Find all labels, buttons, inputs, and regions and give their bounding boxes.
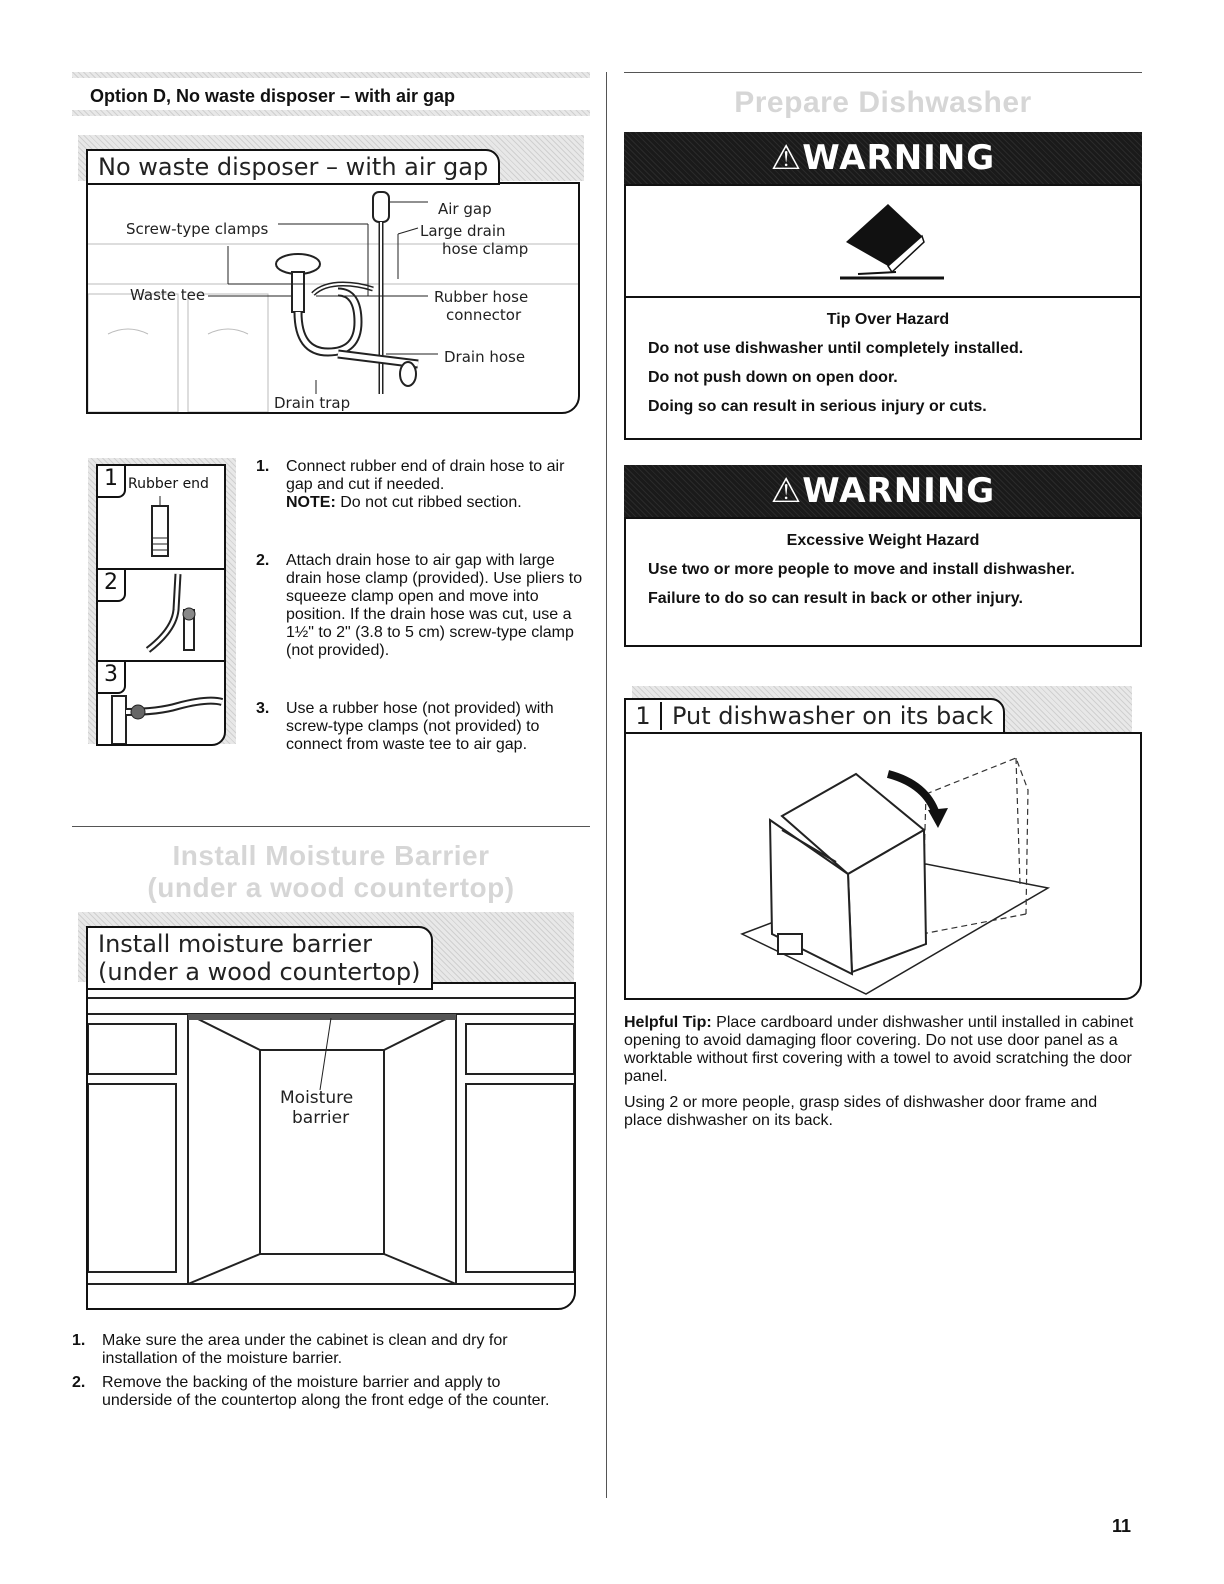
step-number: 2. — [72, 1374, 86, 1391]
figure-moisture-title-2: (under a wood countertop) — [98, 958, 421, 986]
moisture-step-2 — [72, 1374, 572, 1410]
callout-waste-tee: Waste tee — [130, 286, 206, 304]
figure-moisture-title-1: Install moisture barrier — [98, 930, 373, 958]
step-text: Remove the backing of the moisture barrier and apply to underside of the countertop along the front edge of the counter. — [102, 1374, 550, 1409]
moisture-steps — [72, 1332, 572, 1422]
step-number: 3. — [256, 700, 270, 717]
heading-band-bottom — [72, 110, 590, 116]
air-gap-step-1 — [256, 458, 586, 512]
figure-air-gap-title: No waste disposer – with air gap — [86, 149, 500, 185]
warning-1-line-2: Do not push down on open door. — [648, 369, 898, 386]
note-label: NOTE: — [286, 494, 336, 511]
air-gap-steps — [256, 458, 586, 766]
warning-2-line-1: Use two or more people to move and install dishwasher. — [648, 561, 1075, 578]
inset-num-3: 3 — [98, 662, 126, 694]
inset-rubber-end-label: Rubber end — [128, 476, 209, 492]
page-number: 11 — [1112, 1516, 1132, 1536]
figure-moisture-title — [86, 926, 433, 990]
heading-band-top — [72, 72, 590, 78]
option-heading: Option D, No waste disposer – with air gap — [90, 86, 456, 106]
column-divider — [606, 72, 607, 1498]
warning-2-line-2: Failure to do so can result in back or other injury. — [648, 590, 1023, 607]
figure-air-gap — [86, 182, 580, 414]
inset-panel-1 — [98, 466, 224, 570]
tip-over-icon — [626, 186, 1140, 298]
figure-back-number: 1 — [626, 702, 662, 730]
grasp-instruction: Using 2 or more people, grasp sides of dishwasher door frame and place dishwasher on its back. — [624, 1094, 1098, 1129]
callout-large-clamp-1: Large drain — [420, 222, 506, 240]
callout-drain-hose: Drain hose — [444, 348, 526, 366]
rubber-end-drawing — [98, 466, 224, 566]
step-number: 1. — [72, 1332, 86, 1349]
warning-1-hazard: Tip Over Hazard — [826, 311, 950, 328]
warning-1-line-1: Do not use dishwasher until completely installed. — [648, 340, 1024, 357]
warning-2-body — [648, 531, 1118, 618]
prepare-dishwasher-title: Prepare Dishwasher — [734, 86, 1032, 119]
helpful-tip-paragraph — [624, 1014, 1136, 1086]
inset-steps — [96, 464, 226, 746]
dishwasher-back-illustration — [626, 734, 1140, 998]
inset-panel-2 — [98, 570, 224, 662]
callout-air-gap: Air gap — [438, 200, 492, 218]
warning-2-box — [624, 517, 1142, 647]
warning-1-header: ⚠WARNING — [624, 132, 1142, 184]
air-gap-step-3 — [256, 700, 586, 754]
warning-1-box — [624, 184, 1142, 440]
waste-tee-drawing — [98, 662, 224, 744]
right-top-rule — [624, 72, 1142, 73]
air-gap-step-2 — [256, 552, 586, 660]
callout-moisture-1: Moisture — [280, 1088, 354, 1108]
figure-dishwasher-back — [624, 732, 1142, 1000]
step-number: 2. — [256, 552, 270, 569]
moisture-section-title-2: (under a wood countertop) — [147, 872, 515, 903]
step-text: Connect rubber end of drain hose to air gap and cut if needed. — [286, 458, 565, 493]
helpful-tip — [624, 1014, 1136, 1138]
warning-2-hazard: Excessive Weight Hazard — [786, 532, 980, 549]
step-number: 1. — [256, 458, 270, 475]
callout-moisture-2: barrier — [292, 1108, 350, 1128]
callout-large-clamp-2: hose clamp — [442, 240, 529, 258]
clamp-drawing — [98, 570, 224, 660]
step-text: Attach drain hose to air gap with large drain hose clamp (provided). Use pliers to squeeze clamp open and move into position. If the drain hose was cut, use a 1½" to 2" (3.8 to 5 cm) screw-type clamp (not provided). — [286, 552, 583, 659]
figure-back-label: Put dishwasher on its back — [672, 702, 993, 730]
warning-2-header: ⚠WARNING — [624, 465, 1142, 517]
figure-back-title — [624, 698, 1005, 734]
moisture-illustration — [88, 984, 574, 1308]
callout-rubber-connector-1: Rubber hose — [434, 288, 529, 306]
left-divider — [72, 826, 590, 827]
warning-1-divider — [626, 296, 1140, 298]
inset-num-2: 2 — [98, 570, 126, 602]
inset-num-1: 1 — [98, 466, 126, 498]
callout-drain-trap: Drain trap — [274, 394, 351, 412]
moisture-step-1 — [72, 1332, 572, 1368]
inset-panel-3 — [98, 662, 224, 744]
warning-1-line-3: Doing so can result in serious injury or cuts. — [648, 398, 987, 415]
helpful-tip-text: Place cardboard under dishwasher until installed in cabinet opening to avoid damaging floor covering. Do not use door panel as a worktable without first covering with a towel to avoid scratching the door panel. — [624, 1014, 1134, 1085]
figure-moisture — [86, 982, 576, 1310]
helpful-tip-label: Helpful Tip: — [624, 1014, 712, 1031]
moisture-section-title-1: Install Moisture Barrier — [172, 840, 490, 871]
step-text: Make sure the area under the cabinet is clean and dry for installation of the moisture barrier. — [102, 1332, 508, 1367]
callout-rubber-connector-2: connector — [446, 306, 522, 324]
warning-1-body — [648, 310, 1128, 426]
callout-screw-clamps: Screw-type clamps — [126, 220, 269, 238]
note-text: Do not cut ribbed section. — [340, 494, 522, 511]
step-text: Use a rubber hose (not provided) with screw-type clamps (not provided) to connect from waste tee to air gap. — [286, 700, 554, 753]
